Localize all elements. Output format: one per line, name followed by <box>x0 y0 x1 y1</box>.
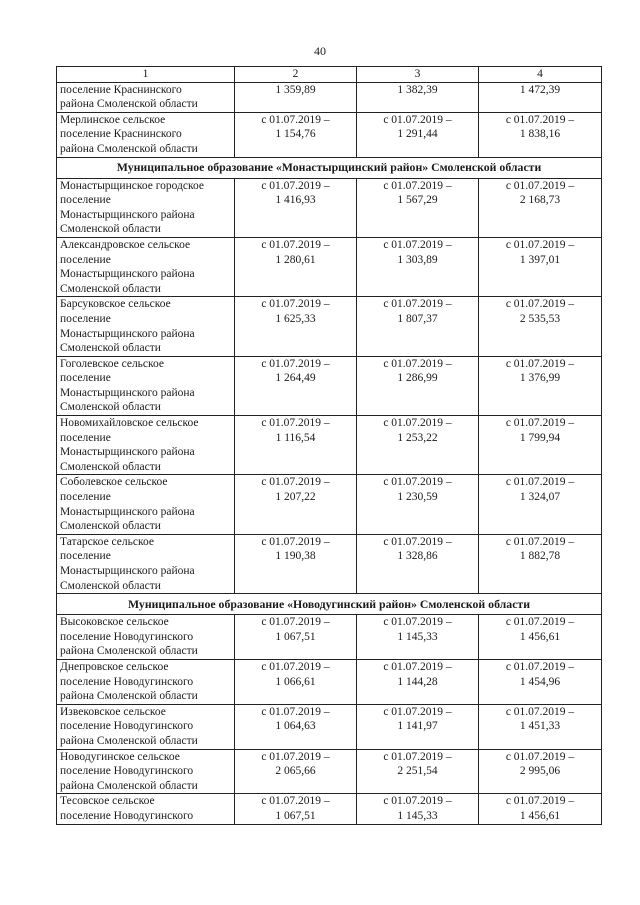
rate-cell-col2: с 01.07.2019 – 1 190,38 <box>235 534 357 593</box>
tariff-table <box>56 66 602 825</box>
column-number-header <box>57 67 602 83</box>
rate-cell-col3: с 01.07.2019 – 1 144,28 <box>357 659 479 704</box>
column-header: 3 <box>357 67 479 83</box>
rate-cell-col2: с 01.07.2019 – 1 067,51 <box>235 794 357 824</box>
settlement-name-cell: Монастырщинское городское поселение Монастырщинского района Смоленской области <box>57 178 235 237</box>
rate-cell-col3: с 01.07.2019 – 2 251,54 <box>357 749 479 794</box>
rate-cell-col4: с 01.07.2019 – 1 376,99 <box>479 356 602 415</box>
page-number: 40 <box>314 44 326 58</box>
settlement-name-cell: поселение Краснинского района Смоленской области <box>57 82 235 112</box>
rate-cell-col3: с 01.07.2019 – 1 807,37 <box>357 297 479 356</box>
table-row <box>57 659 602 704</box>
table-row <box>57 297 602 356</box>
column-header: 4 <box>479 67 602 83</box>
settlement-name-cell: Новомихайловское сельское поселение Монастырщинского района Смоленской области <box>57 416 235 475</box>
table-row <box>57 416 602 475</box>
rate-cell-col4: с 01.07.2019 – 2 168,73 <box>479 178 602 237</box>
table-row <box>57 356 602 415</box>
rate-cell-col3: с 01.07.2019 – 1 303,89 <box>357 237 479 296</box>
rate-cell-col2: с 01.07.2019 – 1 625,33 <box>235 297 357 356</box>
rate-cell-col4: с 01.07.2019 – 1 451,33 <box>479 704 602 749</box>
rate-cell-col3: с 01.07.2019 – 1 145,33 <box>357 615 479 660</box>
section-title: Муниципальное образование «Монастырщинский район» Смоленской области <box>57 157 602 178</box>
rate-cell-col2: 1 359,89 <box>235 82 357 112</box>
column-header: 1 <box>57 67 235 83</box>
table-row <box>57 112 602 157</box>
table-row <box>57 794 602 824</box>
rate-cell-col2: с 01.07.2019 – 2 065,66 <box>235 749 357 794</box>
settlement-name-cell: Гоголевское сельское поселение Монастырщинского района Смоленской области <box>57 356 235 415</box>
settlement-name-cell: Тесовское сельское поселение Новодугинского <box>57 794 235 824</box>
rate-cell-col4: с 01.07.2019 – 1 456,61 <box>479 794 602 824</box>
rate-cell-col2: с 01.07.2019 – 1 264,49 <box>235 356 357 415</box>
table-row <box>57 704 602 749</box>
rate-cell-col4: с 01.07.2019 – 1 882,78 <box>479 534 602 593</box>
rate-cell-col2: с 01.07.2019 – 1 066,61 <box>235 659 357 704</box>
rate-cell-col2: с 01.07.2019 – 1 116,54 <box>235 416 357 475</box>
rate-cell-col4: с 01.07.2019 – 2 995,06 <box>479 749 602 794</box>
table-row <box>57 178 602 237</box>
section-title: Муниципальное образование «Новодугинский район» Смоленской области <box>57 594 602 615</box>
rate-cell-col4: с 01.07.2019 – 1 799,94 <box>479 416 602 475</box>
rate-cell-col3: с 01.07.2019 – 1 253,22 <box>357 416 479 475</box>
rate-cell-col4: с 01.07.2019 – 1 838,16 <box>479 112 602 157</box>
settlement-name-cell: Барсуковское сельское поселение Монастырщинского района Смоленской области <box>57 297 235 356</box>
rate-cell-col4: с 01.07.2019 – 1 454,96 <box>479 659 602 704</box>
settlement-name-cell: Мерлинское сельское поселение Краснинского района Смоленской области <box>57 112 235 157</box>
rate-cell-col2: с 01.07.2019 – 1 154,76 <box>235 112 357 157</box>
settlement-name-cell: Татарское сельское поселение Монастырщинского района Смоленской области <box>57 534 235 593</box>
rate-cell-col2: с 01.07.2019 – 1 207,22 <box>235 475 357 534</box>
rate-cell-col2: с 01.07.2019 – 1 280,61 <box>235 237 357 296</box>
rate-cell-col4: с 01.07.2019 – 2 535,53 <box>479 297 602 356</box>
rate-cell-col3: с 01.07.2019 – 1 567,29 <box>357 178 479 237</box>
settlement-name-cell: Новодугинское сельское поселение Новодугинского района Смоленской области <box>57 749 235 794</box>
rate-cell-col2: с 01.07.2019 – 1 067,51 <box>235 615 357 660</box>
table-row <box>57 749 602 794</box>
settlement-name-cell: Днепровское сельское поселение Новодугинского района Смоленской области <box>57 659 235 704</box>
section-header-row <box>57 594 602 615</box>
table-row <box>57 534 602 593</box>
rate-cell-col3: с 01.07.2019 – 1 230,59 <box>357 475 479 534</box>
table-row <box>57 475 602 534</box>
settlement-name-cell: Александровское сельское поселение Монастырщинского района Смоленской области <box>57 237 235 296</box>
table-row <box>57 82 602 112</box>
rate-cell-col3: с 01.07.2019 – 1 286,99 <box>357 356 479 415</box>
settlement-name-cell: Извековское сельское поселение Новодугинского района Смоленской области <box>57 704 235 749</box>
rate-cell-col3: с 01.07.2019 – 1 291,44 <box>357 112 479 157</box>
rate-cell-col3: с 01.07.2019 – 1 328,86 <box>357 534 479 593</box>
section-header-row <box>57 157 602 178</box>
table-body <box>57 82 602 824</box>
table-row <box>57 237 602 296</box>
rate-cell-col4: 1 472,39 <box>479 82 602 112</box>
rate-cell-col3: с 01.07.2019 – 1 141,97 <box>357 704 479 749</box>
table-row <box>57 615 602 660</box>
settlement-name-cell: Соболевское сельское поселение Монастырщинского района Смоленской области <box>57 475 235 534</box>
column-header: 2 <box>235 67 357 83</box>
settlement-name-cell: Высоковское сельское поселение Новодугинского района Смоленской области <box>57 615 235 660</box>
rate-cell-col2: с 01.07.2019 – 1 064,63 <box>235 704 357 749</box>
rate-cell-col4: с 01.07.2019 – 1 456,61 <box>479 615 602 660</box>
rate-cell-col3: 1 382,39 <box>357 82 479 112</box>
rate-cell-col4: с 01.07.2019 – 1 397,01 <box>479 237 602 296</box>
rate-cell-col4: с 01.07.2019 – 1 324,07 <box>479 475 602 534</box>
rate-cell-col3: с 01.07.2019 – 1 145,33 <box>357 794 479 824</box>
rate-cell-col2: с 01.07.2019 – 1 416,93 <box>235 178 357 237</box>
